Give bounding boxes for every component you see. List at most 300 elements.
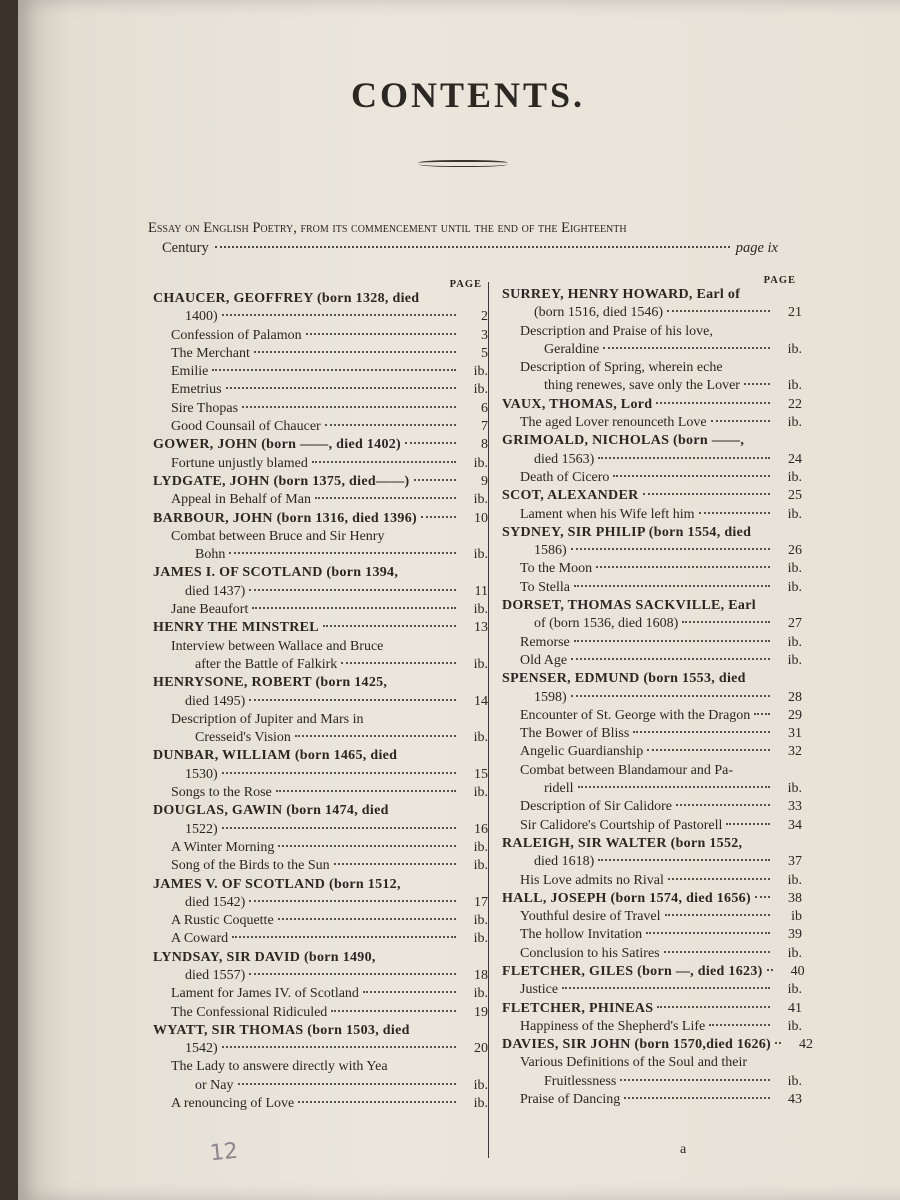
page-number: ib.	[787, 506, 802, 522]
dot-leader	[682, 621, 770, 623]
entry-title: The Bower of Bliss	[520, 726, 630, 742]
page-number: ib.	[473, 382, 488, 398]
poem-entry	[153, 363, 488, 381]
entry-title: Fruitlessness	[544, 1073, 617, 1089]
page-number: ib.	[787, 469, 802, 485]
poem-entry	[153, 821, 488, 839]
page-number: 21	[788, 305, 802, 321]
author-entry	[502, 597, 802, 615]
dot-leader	[315, 497, 456, 499]
page-number: ib.	[787, 1073, 802, 1089]
page-column-header: PAGE	[763, 275, 796, 286]
poem-entry	[153, 528, 488, 546]
poem-entry	[502, 1018, 802, 1036]
page-number: 19	[474, 1004, 488, 1020]
dot-leader	[647, 749, 770, 751]
poem-entry	[502, 817, 802, 835]
entry-title: Angelic Guardianship	[520, 744, 644, 760]
page-number: ib.	[473, 839, 488, 855]
entry-title: HALL, JOSEPH (born 1574, died 1656)	[502, 890, 751, 906]
entry-title: HENRY THE MINSTREL	[153, 620, 319, 636]
dot-leader	[249, 589, 456, 591]
dot-leader	[571, 695, 770, 697]
dot-leader	[421, 516, 456, 518]
poem-entry	[502, 469, 802, 487]
author-entry	[153, 290, 488, 308]
entry-title: CHAUCER, GEOFFREY (born 1328, died	[153, 291, 420, 306]
entry-title: (born 1516, died 1546)	[534, 305, 664, 321]
page-number: 16	[474, 821, 488, 837]
author-entry	[502, 286, 802, 304]
entry-title: Geraldine	[544, 341, 600, 357]
poem-entry	[153, 381, 488, 399]
poem-entry	[502, 1091, 802, 1109]
entry-title: Confession of Palamon	[171, 327, 302, 343]
entry-title: JAMES V. OF SCOTLAND (born 1512,	[153, 876, 401, 892]
dot-leader	[646, 932, 770, 934]
dot-leader	[254, 351, 456, 353]
poem-entry	[502, 926, 802, 944]
dot-leader	[744, 383, 770, 385]
entry-title: HENRYSONE, ROBERT (born 1425,	[153, 675, 388, 691]
poem-entry	[502, 615, 802, 633]
page-number: ib.	[473, 986, 488, 1002]
entry-title: Lament when his Wife left him	[520, 506, 695, 522]
dot-leader	[665, 914, 770, 916]
entry-title: His Love admits no Rival	[520, 872, 664, 888]
entry-title: 1530)	[185, 766, 218, 782]
dot-leader	[306, 333, 456, 335]
entry-title: Description of Spring, wherein eche	[520, 360, 723, 376]
page-number: 41	[788, 1000, 802, 1016]
entry-title: WYATT, SIR THOMAS (born 1503, died	[153, 1022, 410, 1038]
dot-leader	[664, 951, 770, 953]
entry-title: To the Moon	[520, 561, 593, 577]
poem-entry	[502, 451, 802, 469]
dot-leader	[249, 973, 456, 975]
entry-title: Sire Thopas	[171, 400, 239, 416]
entry-title: died 1618)	[534, 854, 595, 870]
poem-entry	[502, 560, 802, 578]
poem-entry	[502, 414, 802, 432]
poem-entry	[153, 894, 488, 912]
dot-leader	[278, 918, 456, 920]
author-entry	[153, 949, 488, 967]
poem-entry	[153, 455, 488, 473]
poem-entry	[502, 506, 802, 524]
entry-title: Song of the Birds to the Sun	[171, 858, 330, 874]
page-number: 43	[788, 1092, 802, 1108]
dot-leader	[276, 790, 456, 792]
dot-leader	[238, 1083, 457, 1085]
page-number: ib.	[787, 652, 802, 668]
author-entry	[502, 670, 802, 688]
entry-title: A renouncing of Love	[171, 1096, 295, 1112]
author-entry	[502, 524, 802, 542]
author-entry	[153, 510, 488, 528]
entry-title: Emetrius	[171, 382, 222, 398]
entry-title: Good Counsail of Chaucer	[171, 419, 321, 435]
poem-entry	[153, 638, 488, 656]
dot-leader	[249, 699, 456, 701]
page-number: ib.	[473, 1077, 488, 1093]
essay-line-2	[148, 238, 778, 258]
entry-title: Combat between Bruce and Sir Henry	[171, 528, 385, 544]
page-number: 10	[474, 510, 488, 526]
essay-line-1: Essay on English Poetry, from its commencement until the end of the Eighteenth	[148, 220, 627, 236]
page-number: ib.	[473, 785, 488, 801]
poem-entry	[502, 908, 802, 926]
entry-title: SURREY, HENRY HOWARD, Earl of	[502, 287, 741, 302]
poem-entry	[153, 839, 488, 857]
page-number: 18	[474, 967, 488, 983]
page-number: ib.	[473, 931, 488, 947]
page-number: 9	[481, 473, 488, 489]
entry-title: Death of Cicero	[520, 469, 610, 485]
entry-title: after the Battle of Falkirk	[195, 656, 338, 672]
poem-entry	[153, 766, 488, 784]
page-number: 25	[788, 488, 802, 504]
entry-title: Songs to the Rose	[171, 785, 272, 801]
poem-entry	[502, 853, 802, 871]
entry-title: Emilie	[171, 364, 209, 380]
author-entry	[153, 747, 488, 765]
dot-leader	[295, 735, 456, 737]
page-number: ib.	[787, 378, 802, 394]
dot-leader	[598, 457, 770, 459]
author-entry	[502, 487, 802, 505]
author-entry	[502, 835, 802, 853]
poem-entry	[502, 780, 802, 798]
entry-title: SPENSER, EDMUND (born 1553, died	[502, 671, 746, 687]
entry-title: 1400)	[185, 309, 218, 325]
author-entry	[153, 674, 488, 692]
poem-entry	[153, 1040, 488, 1058]
poem-entry	[153, 1004, 488, 1022]
entry-title: 1598)	[534, 689, 567, 705]
title-ornament-rule	[418, 160, 508, 167]
page-number: 3	[481, 327, 488, 343]
poem-entry	[153, 711, 488, 729]
page-number: ib.	[473, 455, 488, 471]
page-number: ib.	[787, 561, 802, 577]
entry-title: Interview between Wallace and Bruce	[171, 638, 384, 654]
essay-line-2-text: Century	[162, 240, 209, 256]
poem-entry	[153, 400, 488, 418]
dot-leader	[711, 420, 770, 422]
poem-entry	[153, 345, 488, 363]
page-number: 7	[481, 419, 488, 435]
page-number: 24	[788, 451, 802, 467]
dot-leader	[252, 607, 456, 609]
dot-leader	[222, 772, 456, 774]
dot-leader	[699, 512, 770, 514]
author-entry	[502, 1036, 814, 1054]
author-entry	[502, 963, 805, 981]
poem-entry	[153, 308, 488, 326]
page-number: 14	[474, 693, 488, 709]
page-number: 33	[788, 799, 802, 815]
dot-leader	[578, 786, 770, 788]
entry-title: The aged Lover renounceth Love	[520, 415, 707, 431]
poem-entry	[153, 418, 488, 436]
dot-leader	[232, 936, 456, 938]
entry-title: Sir Calidore's Courtship of Pastorell	[520, 817, 723, 833]
poem-entry	[502, 323, 802, 341]
author-entry	[502, 432, 802, 450]
page-number: 38	[788, 890, 802, 906]
poem-entry	[153, 327, 488, 345]
entry-title: A Rustic Coquette	[171, 913, 274, 929]
poem-entry	[502, 1054, 802, 1072]
dot-leader	[334, 863, 456, 865]
page-number: ib.	[473, 602, 488, 618]
pencil-annotation: 12	[208, 1138, 240, 1167]
page-number: 26	[788, 543, 802, 559]
dot-leader	[726, 823, 770, 825]
poem-entry	[502, 359, 802, 377]
poem-entry	[502, 798, 802, 816]
entry-title: ridell	[544, 781, 574, 797]
entry-title: Description and Praise of his love,	[520, 323, 713, 339]
entry-title: FLETCHER, GILES (born —, died 1623)	[502, 963, 763, 979]
entry-title: SCOT, ALEXANDER	[502, 488, 639, 504]
entry-title: Description of Jupiter and Mars in	[171, 711, 364, 727]
poem-entry	[502, 652, 802, 670]
dot-leader	[668, 878, 770, 880]
poem-entry	[502, 579, 802, 597]
author-entry	[153, 473, 488, 491]
page-number: 29	[788, 707, 802, 723]
entry-title: Youthful desire of Travel	[520, 909, 661, 925]
dot-leader	[624, 1097, 770, 1099]
contents-column-right	[502, 272, 814, 1109]
dot-leader	[643, 493, 771, 495]
entry-title: thing renewes, save only the Lover	[544, 378, 740, 394]
entry-title: RALEIGH, SIR WALTER (born 1552,	[502, 835, 743, 851]
poem-entry	[153, 930, 488, 948]
author-entry	[153, 619, 488, 637]
dot-leader	[598, 859, 770, 861]
dot-leader	[755, 896, 770, 898]
page-number: 39	[788, 927, 802, 943]
dot-leader	[249, 900, 456, 902]
entry-title: The Lady to answere directly with Yea	[171, 1059, 388, 1075]
author-entry	[153, 876, 488, 894]
poem-entry	[502, 743, 802, 761]
dot-leader	[229, 552, 456, 554]
dot-leader	[312, 461, 456, 463]
page-number: ib.	[473, 364, 488, 380]
author-entry	[502, 890, 802, 908]
poem-entry	[502, 634, 802, 652]
poem-entry	[502, 872, 802, 890]
poem-entry	[502, 725, 802, 743]
entry-title: Remorse	[520, 634, 570, 650]
dot-leader	[222, 314, 456, 316]
dot-leader	[414, 479, 457, 481]
book-page	[18, 0, 900, 1200]
entry-title: Jane Beaufort	[171, 602, 249, 618]
page-number: ib.	[787, 634, 802, 650]
entry-title: SYDNEY, SIR PHILIP (born 1554, died	[502, 524, 752, 540]
poem-entry	[502, 689, 802, 707]
entry-title: JAMES I. OF SCOTLAND (born 1394,	[153, 565, 399, 581]
dot-leader	[574, 585, 770, 587]
page-number: ib.	[473, 1096, 488, 1112]
page-number: 13	[474, 620, 488, 636]
entry-title: died 1557)	[185, 967, 246, 983]
dot-leader	[596, 566, 770, 568]
dot-leader	[571, 658, 770, 660]
poem-entry	[502, 1073, 802, 1091]
entry-title: DUNBAR, WILLIAM (born 1465, died	[153, 748, 398, 764]
dot-leader	[278, 845, 456, 847]
page-number: ib.	[787, 781, 802, 797]
dot-leader	[603, 347, 770, 349]
dot-leader	[574, 640, 770, 642]
dot-leader	[215, 246, 730, 248]
entry-title: DORSET, THOMAS SACKVILLE, Earl	[502, 598, 756, 614]
page-number: 42	[799, 1037, 814, 1053]
page-number: ib.	[787, 945, 802, 961]
entry-title: DAVIES, SIR JOHN (born 1570,died 1626)	[502, 1037, 772, 1053]
page-number: ib	[791, 909, 802, 925]
poem-entry	[153, 985, 488, 1003]
entry-title: Fortune unjustly blamed	[171, 455, 308, 471]
dot-leader	[226, 387, 456, 389]
page-number: 6	[481, 400, 488, 416]
page-number: ib.	[473, 913, 488, 929]
page-column-header: PAGE	[449, 279, 482, 290]
entry-title: Cresseid's Vision	[195, 730, 291, 746]
poem-entry	[153, 729, 488, 747]
dot-leader	[620, 1079, 770, 1081]
poem-entry	[153, 656, 488, 674]
poem-entry	[502, 707, 802, 725]
poem-entry	[502, 542, 802, 560]
page-number: 8	[481, 437, 488, 453]
page-number: ib.	[787, 1018, 802, 1034]
page-number: 2	[481, 309, 488, 325]
entry-title: Conclusion to his Satires	[520, 945, 660, 961]
author-entry	[502, 1000, 802, 1018]
dot-leader	[242, 406, 456, 408]
dot-leader	[298, 1101, 456, 1103]
poem-entry	[153, 784, 488, 802]
entry-title: The Merchant	[171, 345, 250, 361]
page-number: ib.	[473, 858, 488, 874]
dot-leader	[405, 442, 456, 444]
page-number: ib.	[473, 656, 488, 672]
dot-leader	[667, 310, 770, 312]
poem-entry	[502, 304, 802, 322]
poem-entry	[153, 491, 488, 509]
page-number: 31	[788, 726, 802, 742]
entry-title: died 1542)	[185, 894, 246, 910]
poem-entry	[502, 341, 802, 359]
dot-leader	[709, 1024, 770, 1026]
entry-title: died 1437)	[185, 583, 246, 599]
entry-title: died 1495)	[185, 693, 246, 709]
poem-entry	[153, 1095, 488, 1113]
entry-title: A Winter Morning	[171, 839, 275, 855]
dot-leader	[363, 991, 456, 993]
dot-leader	[325, 424, 456, 426]
entry-title: Praise of Dancing	[520, 1092, 621, 1108]
page-number: 15	[474, 766, 488, 782]
dot-leader	[767, 969, 773, 971]
entry-title: The Confessional Ridiculed	[171, 1004, 328, 1020]
page-number: ib.	[787, 579, 802, 595]
poem-entry	[502, 981, 802, 999]
poem-entry	[153, 912, 488, 930]
entry-title: or Nay	[195, 1077, 234, 1093]
author-entry	[153, 436, 488, 454]
entry-title: Encounter of St. George with the Dragon	[520, 707, 751, 723]
entry-title: Various Definitions of the Soul and their	[520, 1055, 748, 1071]
entry-title: LYDGATE, JOHN (born 1375, died——)	[153, 473, 410, 489]
signature-mark: a	[680, 1142, 687, 1157]
dot-leader	[212, 369, 456, 371]
entry-title: BARBOUR, JOHN (born 1316, died 1396)	[153, 510, 417, 526]
page-number: ib.	[787, 415, 802, 431]
dot-leader	[775, 1042, 781, 1044]
dot-leader	[331, 1010, 456, 1012]
entry-title: The hollow Invitation	[520, 927, 643, 943]
entry-title: Happiness of the Shepherd's Life	[520, 1018, 706, 1034]
dot-leader	[222, 1046, 456, 1048]
author-entry	[153, 564, 488, 582]
page-number: 27	[788, 616, 802, 632]
entry-title: A Coward	[171, 931, 229, 947]
dot-leader	[613, 475, 770, 477]
poem-entry	[153, 601, 488, 619]
page-title: CONTENTS.	[350, 75, 586, 115]
page-number: 22	[788, 396, 802, 412]
page-number: 17	[474, 894, 488, 910]
entry-title: Lament for James IV. of Scotland	[171, 986, 359, 1002]
dot-leader	[657, 1006, 770, 1008]
dot-leader	[754, 713, 770, 715]
dot-leader	[676, 804, 770, 806]
entry-title: died 1563)	[534, 451, 595, 467]
poem-entry	[153, 583, 488, 601]
page-number: 34	[788, 817, 802, 833]
entry-title: Justice	[520, 982, 559, 998]
author-entry	[502, 396, 802, 414]
entry-title: GRIMOALD, NICHOLAS (born ——,	[502, 433, 745, 449]
entry-title: 1542)	[185, 1041, 218, 1057]
dot-leader	[323, 625, 456, 627]
author-entry	[153, 1022, 488, 1040]
entry-title: Description of Sir Calidore	[520, 799, 673, 815]
page-number: 40	[790, 963, 805, 979]
page-number: 20	[474, 1041, 488, 1057]
dot-leader	[562, 987, 770, 989]
poem-entry	[153, 1058, 488, 1076]
page-number: ib.	[787, 872, 802, 888]
page-number: ib.	[473, 730, 488, 746]
poem-entry	[502, 945, 802, 963]
dot-leader	[633, 731, 770, 733]
entry-title: of (born 1536, died 1608)	[534, 616, 679, 632]
poem-entry	[153, 967, 488, 985]
poem-entry	[502, 762, 802, 780]
page-number: ib.	[473, 492, 488, 508]
column-divider	[488, 282, 489, 1158]
dot-leader	[222, 827, 456, 829]
